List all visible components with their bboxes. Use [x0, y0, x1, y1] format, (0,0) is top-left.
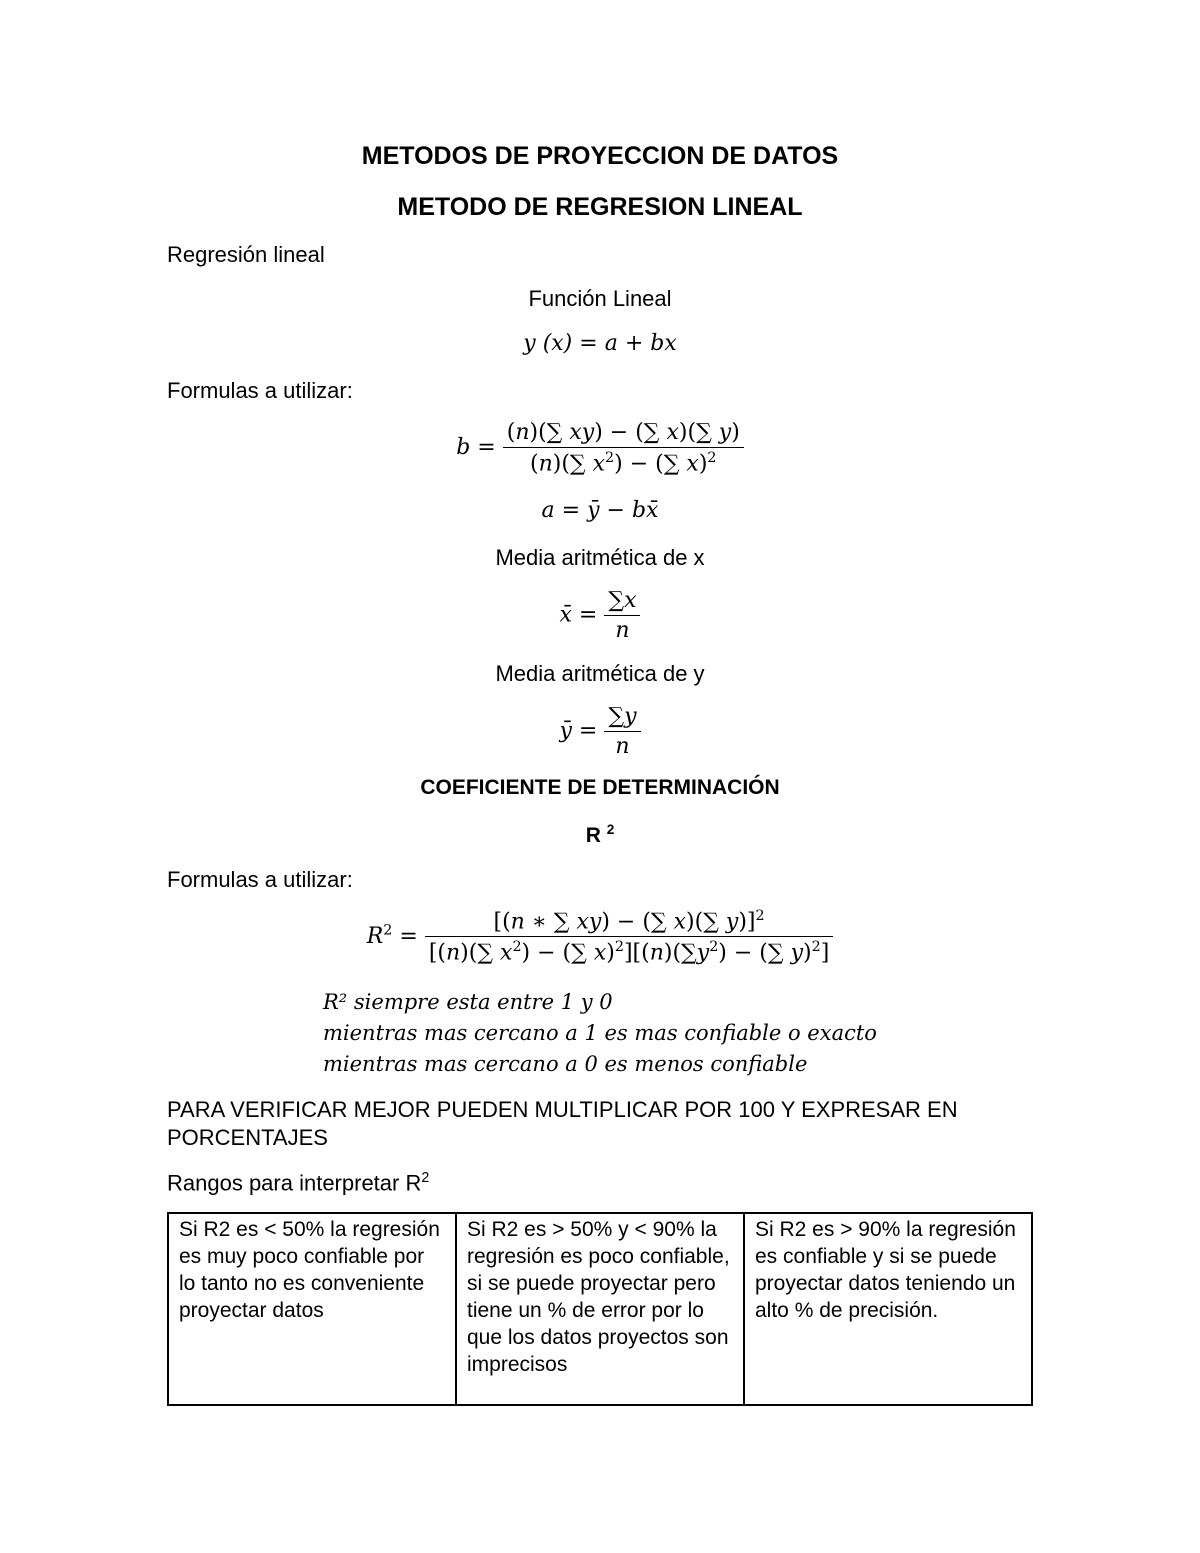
formulas-label-2: Formulas a utilizar:: [167, 867, 353, 892]
ranges-label: [167, 1170, 429, 1196]
document-subtitle: METODO DE REGRESION LINEAL: [397, 193, 803, 221]
coefficient-symbol-letter: R: [585, 824, 601, 847]
mean-x-formula: x̄ = $\frac{\sum x}{n}$: [0, 588, 1200, 643]
slope-formula: b = $\frac{(n)(\sum xy) - (\sum x)(\sum y)}{(n)(\sum x^2) - (\sum x)^2}$: [0, 420, 1200, 476]
r-squared-notes: [323, 987, 877, 1080]
table-row: [168, 1213, 1032, 1405]
linear-function-formula: y (x) = a + bx: [523, 331, 677, 356]
mean-x-label: Media aritmética de x: [495, 545, 705, 570]
intercept-formula: a = ȳ − bx̄: [541, 498, 659, 523]
range-cell-high: Si R2 es > 90% la regresión es confiable y si se puede proyectar datos teniendo un alto % de precisión.: [744, 1213, 1032, 1405]
verify-text-line-2: PORCENTAJES: [167, 1125, 328, 1150]
mean-y-label: Media aritmética de y: [495, 661, 705, 686]
note-line-3: mientras mas cercano a 0 es menos confiable: [323, 1052, 808, 1076]
coefficient-symbol-exponent: 2: [606, 822, 615, 837]
ranges-label-exponent: 2: [421, 1170, 430, 1186]
verify-text-line-1: PARA VERIFICAR MEJOR PUEDEN MULTIPLICAR POR 100 Y EXPRESAR EN: [167, 1097, 958, 1122]
coefficient-title: COEFICIENTE DE DETERMINACIÓN: [420, 776, 780, 799]
ranges-table: [167, 1212, 1033, 1406]
range-cell-low: Si R2 es < 50% la regresión es muy poco confiable por lo tanto no es conveniente proyectar datos: [168, 1213, 456, 1405]
function-label: Función Lineal: [528, 286, 672, 311]
r-squared-formula: $R^2$ = $\frac{[(n ∗ \sum xy) - (\sum x)(\sum y)]^2}{[(n)(\sum x^2) - (\sum x)^2][(n)(\sum y^2) - (\sum y)^2]}$: [0, 908, 1200, 966]
section-label: Regresión lineal: [167, 242, 325, 267]
ranges-label-text: Rangos para interpretar R: [167, 1170, 422, 1196]
mean-y-formula: ȳ = $\frac{\sum y}{n}$: [0, 704, 1200, 759]
note-line-2: mientras mas cercano a 1 es mas confiable o exacto: [323, 1021, 877, 1045]
formulas-label: Formulas a utilizar:: [167, 378, 353, 403]
range-cell-mid: Si R2 es > 50% y < 90% la regresión es poco confiable, si se puede proyectar pero tiene un % de error por lo que los datos proyectos son imprecisos: [456, 1213, 744, 1405]
coefficient-symbol: [0, 822, 1200, 848]
document-title: METODOS DE PROYECCION DE DATOS: [361, 142, 839, 170]
note-line-1: R² siempre esta entre 1 y 0: [323, 990, 613, 1014]
